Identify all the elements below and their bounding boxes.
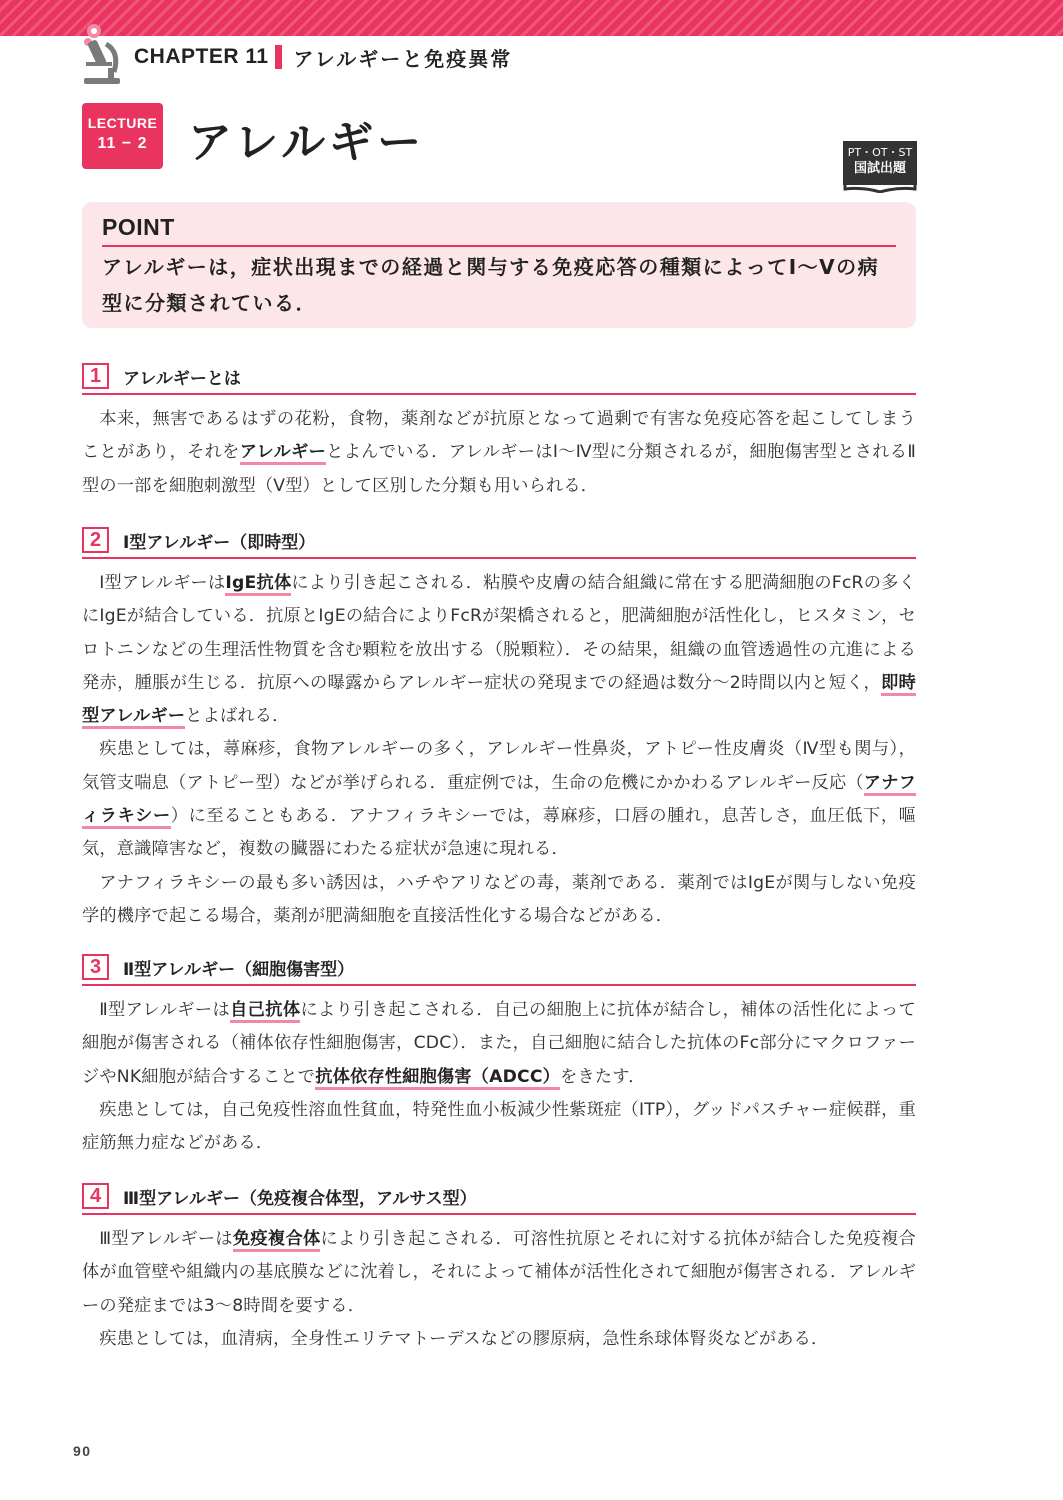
key-term: IgE抗体 (225, 573, 291, 596)
paragraph (82, 403, 916, 503)
section-3 (82, 953, 916, 1160)
point-text: アレルギーは，症状出現までの経過と関与する免疫応答の種類によってⅠ〜Ⅴの病型に分類されている． (102, 255, 880, 315)
page-title: アレルギー (188, 117, 426, 168)
paragraph-text: とよばれる． (185, 706, 290, 727)
paragraph (82, 1223, 916, 1323)
key-term: 自己抗体 (230, 1000, 300, 1023)
paragraph-text: をきたす． (560, 1066, 646, 1087)
section-body (82, 994, 916, 1160)
exam-badge (843, 141, 917, 193)
paragraph-text: ）に至ることもある．アナフィラキシーでは，蕁麻疹，口唇の腫れ，息苦しさ，血圧低下，嘔気，意識障害など，複数の臓器にわたる症状が急速に現れる． (82, 806, 916, 860)
chapter-number: CHAPTER 11 (134, 45, 269, 68)
paragraph-text: Ⅰ型アレルギーは (99, 573, 226, 593)
exam-badge-line2: 国試出題 (853, 161, 906, 176)
section-number: 2 (82, 527, 109, 553)
paragraph-text: Ⅲ型アレルギーは (99, 1229, 233, 1249)
page-number: 90 (73, 1443, 92, 1459)
section-number: 3 (82, 954, 109, 980)
lecture-number: 11 − 2 (97, 135, 148, 152)
key-term: アナフィラキシー (82, 773, 916, 829)
paragraph-text: により引き起こされる．可溶性抗原とそれに対する抗体が結合した免疫複合体が血管壁や組織内の基底膜などに沈着し，それによって補体が活性化されて細胞が傷害される．アレルギーの発症までは3〜8時間を要する． (82, 1229, 916, 1316)
paragraph-text: 疾患としては，自己免疫性溶血性貧血，特発性血小板減少性紫斑症（ITP），グッドパスチャー症候群，重症筋無力症などがある． (82, 1099, 916, 1154)
paragraph-text: 本来，無害であるはずの花粉，食物，薬剤などが抗原となって過剰で有害な免疫応答を起こしてしまうことがあり，それを (82, 409, 916, 463)
section-title: Ⅰ型アレルギー（即時型） (123, 532, 316, 553)
section-title: Ⅲ型アレルギー（免疫複合体型，アルサス型） (123, 1188, 477, 1209)
section-1 (82, 362, 916, 503)
chapter-title: アレルギーと免疫異常 (293, 46, 513, 71)
paragraph (82, 867, 916, 934)
paragraph-text: により引き起こされる．粘膜や皮膚の結合組織に常在する肥満細胞のFcRの多くにIgEが結合している．抗原とIgEの結合によりFcRが架橋されると，肥満細胞が活性化し，ヒスタミン，セロトニンなどの生理活性物質を含む顆粒を放出する（脱顆粒）．その結果，組織の血管透過性の亢進による発赤，腫脹が生じる．抗原への曝露からアレルギー症状の発現までの経過は数分〜2時間以内と短く， (82, 573, 916, 693)
paragraph (82, 1323, 916, 1356)
section-heading (82, 1182, 916, 1215)
lecture-label: LECTURE (87, 115, 158, 131)
chapter-heading (134, 42, 512, 72)
paragraph (82, 733, 916, 866)
key-term: アレルギー (240, 442, 327, 465)
section-body (82, 403, 916, 503)
key-term: 免疫複合体 (233, 1229, 321, 1252)
section-heading (82, 953, 916, 986)
paragraph (82, 1094, 916, 1161)
point-box (82, 202, 916, 328)
section-title: アレルギーとは (123, 368, 241, 389)
section-number: 4 (82, 1183, 109, 1209)
paragraph-text: アナフィラキシーの最も多い誘因は，ハチやアリなどの毒，薬剤である．薬剤ではIgEが関与しない免疫学的機序で起こる場合，薬剤が肥満細胞を直接活性化する場合などがある． (82, 872, 916, 926)
section-number: 1 (82, 363, 109, 389)
exam-badge-line1: PT・OT・ST (847, 146, 913, 159)
top-decorative-stripe (0, 0, 1063, 36)
section-4 (82, 1182, 916, 1356)
section-body (82, 567, 916, 933)
chapter-divider (275, 45, 282, 69)
paragraph-text: により引き起こされる．自己の細胞上に抗体が結合し，補体の活性化によって細胞が傷害される（補体依存性細胞傷害，CDC）．また，自己細胞に結合した抗体のFc部分にマクロファージやNK細胞が結合することで (82, 1000, 916, 1087)
microscope-icon (78, 22, 126, 86)
key-term: 即時型アレルギー (82, 673, 916, 729)
section-heading (82, 526, 916, 559)
paragraph (82, 994, 916, 1094)
section-body (82, 1223, 916, 1356)
lecture-badge (82, 103, 163, 169)
key-term: 抗体依存性細胞傷害（ADCC） (315, 1067, 560, 1090)
section-2 (82, 526, 916, 933)
paragraph-text: Ⅱ型アレルギーは (99, 1000, 231, 1020)
paragraph (82, 567, 916, 733)
section-title: Ⅱ型アレルギー（細胞傷害型） (123, 959, 355, 980)
paragraph-text: 疾患としては，蕁麻疹，食物アレルギーの多く，アレルギー性鼻炎，アトピー性皮膚炎（Ⅳ型も関与），気管支喘息（アトピー型）などが挙げられる．重症例では，生命の危機にかかわるアレルギー反応（ (82, 739, 916, 793)
paragraph-text: とよんでいる．アレルギーはⅠ〜Ⅳ型に分類されるが，細胞傷害型とされるⅡ型の一部を細胞刺激型（Ⅴ型）として区別した分類も用いられる． (82, 442, 916, 496)
paragraph-text: 疾患としては，血清病，全身性エリテマトーデスなどの膠原病，急性糸球体腎炎などがある． (99, 1328, 829, 1349)
section-heading (82, 362, 916, 395)
book-icon (843, 181, 917, 193)
point-label: POINT (102, 214, 896, 247)
